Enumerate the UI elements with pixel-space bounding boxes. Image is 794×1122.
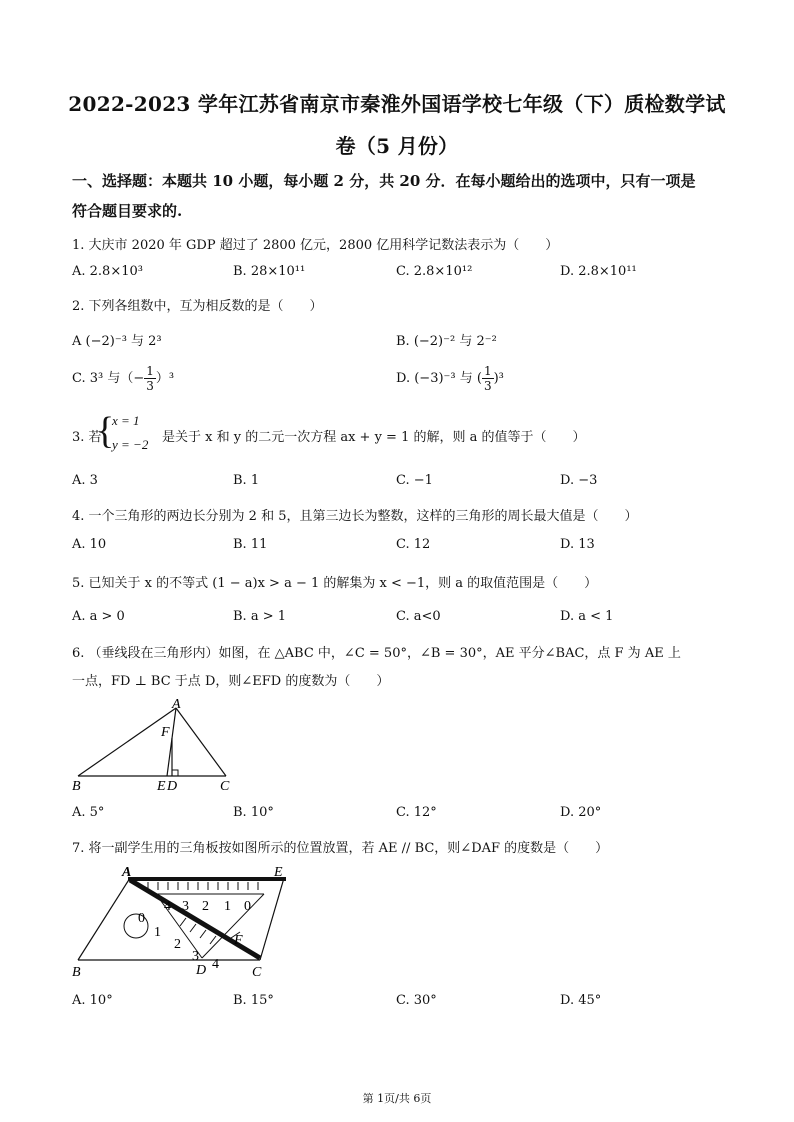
fraction-denominator: 3 <box>146 379 154 393</box>
label-a: A <box>172 697 181 712</box>
question-3-number: 3. 若 <box>72 430 102 445</box>
side-ec <box>260 878 284 960</box>
question-6-option-a[interactable]: A. 5° <box>72 805 105 820</box>
question-7-set-square-figure <box>68 860 308 982</box>
tick-top-0: 4 <box>164 899 171 914</box>
question-2-option-a[interactable]: A (−2)⁻³ 与 2³ <box>72 334 162 349</box>
tick-side-1: 1 <box>154 925 161 940</box>
label-d: D <box>167 779 178 792</box>
question-4-option-a[interactable]: A. 10 <box>72 537 107 552</box>
label-e: E <box>157 779 166 792</box>
label-b: B <box>72 965 81 980</box>
question-1-option-b[interactable]: B. 28×10¹¹ <box>233 264 306 279</box>
question-5-option-b[interactable]: B. a > 1 <box>233 609 286 624</box>
question-6-option-d[interactable]: D. 20° <box>560 805 602 820</box>
label-c: C <box>220 779 230 792</box>
question-2-option-d-post: )³ <box>493 371 504 386</box>
question-3-option-a[interactable]: A. 3 <box>72 473 98 488</box>
question-6-option-c[interactable]: C. 12° <box>396 805 437 820</box>
question-3-option-d[interactable]: D. −3 <box>560 473 598 488</box>
fraction-numerator: 1 <box>146 364 154 378</box>
question-4-option-d[interactable]: D. 13 <box>560 537 595 552</box>
right-angle-mark <box>172 770 178 776</box>
question-7-option-b[interactable]: B. 15° <box>233 993 274 1008</box>
fraction-denominator: 3 <box>483 379 492 393</box>
tick-top-1: 3 <box>182 899 189 914</box>
question-3-option-c[interactable]: C. −1 <box>396 473 433 488</box>
question-6-triangle-figure <box>70 696 250 792</box>
section-heading-line-2: 符合题目要求的. <box>72 202 183 220</box>
tick-side-2: 2 <box>174 937 181 952</box>
question-2-option-c-post: ）³ <box>155 371 175 386</box>
section-heading-line-1: 一、选择题：本题共 10 小题，每小题 2 分，共 20 分．在每小题给出的选项中，只有一项是 <box>72 172 696 190</box>
fraction-one-third <box>144 364 156 393</box>
question-3-stem: 是关于 x 和 y 的二元一次方程 ax + y = 1 的解，则 a 的值等于（ ） <box>162 430 586 445</box>
tick-side-0: 0 <box>138 911 145 926</box>
question-2-option-d[interactable] <box>396 364 504 393</box>
equation-system-brace: { <box>96 410 115 452</box>
side-ac <box>176 708 226 776</box>
question-6-option-b[interactable]: B. 10° <box>233 805 274 820</box>
label-d: D <box>196 963 207 978</box>
question-3-option-b[interactable]: B. 1 <box>233 473 260 488</box>
equation-system-line-2: y = −2 <box>112 437 149 452</box>
fraction-numerator: 1 <box>483 364 492 378</box>
tick-top-2: 2 <box>202 899 209 914</box>
question-1-stem: 1. 大庆市 2020 年 GDP 超过了 2800 亿元，2800 亿用科学记数法表示为（ ） <box>72 238 559 253</box>
question-2-option-d-pre: D. (−3)⁻³ 与 ( <box>396 371 482 386</box>
question-5-stem: 5. 已知关于 x 的不等式 (1 − a)x > a − 1 的解集为 x < −1，则 a 的取值范围是（ ） <box>72 576 598 591</box>
equation-system-line-1: x = 1 <box>112 413 140 428</box>
question-7-option-a[interactable]: A. 10° <box>72 993 113 1008</box>
question-2-option-b[interactable]: B. (−2)⁻² 与 2⁻² <box>396 334 497 349</box>
question-7-stem: 7. 将一副学生用的三角板按如图所示的位置放置，若 AE // BC，则∠DAF 的度数是（ ） <box>72 841 609 856</box>
side-ab <box>78 708 176 776</box>
question-2-option-c-pre: C. 3³ 与（− <box>72 371 145 386</box>
question-6-stem-line-2: 一点，FD ⊥ BC 于点 D，则∠EFD 的度数为（ ） <box>72 674 390 689</box>
label-e: E <box>274 865 283 880</box>
side-ab <box>78 878 130 960</box>
tick-side-4: 4 <box>212 957 219 972</box>
title-line-1: 2022-2023 学年江苏省南京市秦淮外国语学校七年级（下）质检数学试 <box>68 92 726 116</box>
question-5-option-a[interactable]: A. a > 0 <box>72 609 125 624</box>
question-7-option-d[interactable]: D. 45° <box>560 993 602 1008</box>
question-5-option-d[interactable]: D. a < 1 <box>560 609 614 624</box>
tick-side-3: 3 <box>192 949 199 964</box>
question-1-option-d[interactable]: D. 2.8×10¹¹ <box>560 264 637 279</box>
question-1-option-a[interactable]: A. 2.8×10³ <box>72 264 143 279</box>
label-c: C <box>252 965 262 980</box>
question-5-option-c[interactable]: C. a<0 <box>396 609 441 624</box>
label-f: F <box>161 725 170 740</box>
question-6-stem-line-1: 6. （垂线段在三角形内）如图，在 △ABC 中，∠C = 50°，∠B = 30°，AE 平分∠BAC，点 F 为 AE 上 <box>72 646 681 661</box>
question-7-option-c[interactable]: C. 30° <box>396 993 437 1008</box>
tick-top-3: 1 <box>224 899 231 914</box>
question-4-option-b[interactable]: B. 11 <box>233 537 268 552</box>
question-1-option-c[interactable]: C. 2.8×10¹² <box>396 264 473 279</box>
question-4-option-c[interactable]: C. 12 <box>396 537 431 552</box>
question-2-option-c[interactable] <box>72 364 174 393</box>
fraction-one-third <box>482 364 494 393</box>
label-a: A <box>122 865 132 880</box>
tick-top-4: 0 <box>244 899 251 914</box>
label-b: B <box>72 779 81 792</box>
question-4-stem: 4. 一个三角形的两边长分别为 2 和 5，且第三边长为整数，这样的三角形的周长最大值是（ ） <box>72 509 638 524</box>
label-f: F <box>234 933 243 948</box>
title-line-2: 卷（5 月份） <box>335 134 459 158</box>
page-footer: 第 1页/共 6页 <box>362 1092 432 1105</box>
question-2-stem: 2. 下列各组数中，互为相反数的是（ ） <box>72 299 323 314</box>
